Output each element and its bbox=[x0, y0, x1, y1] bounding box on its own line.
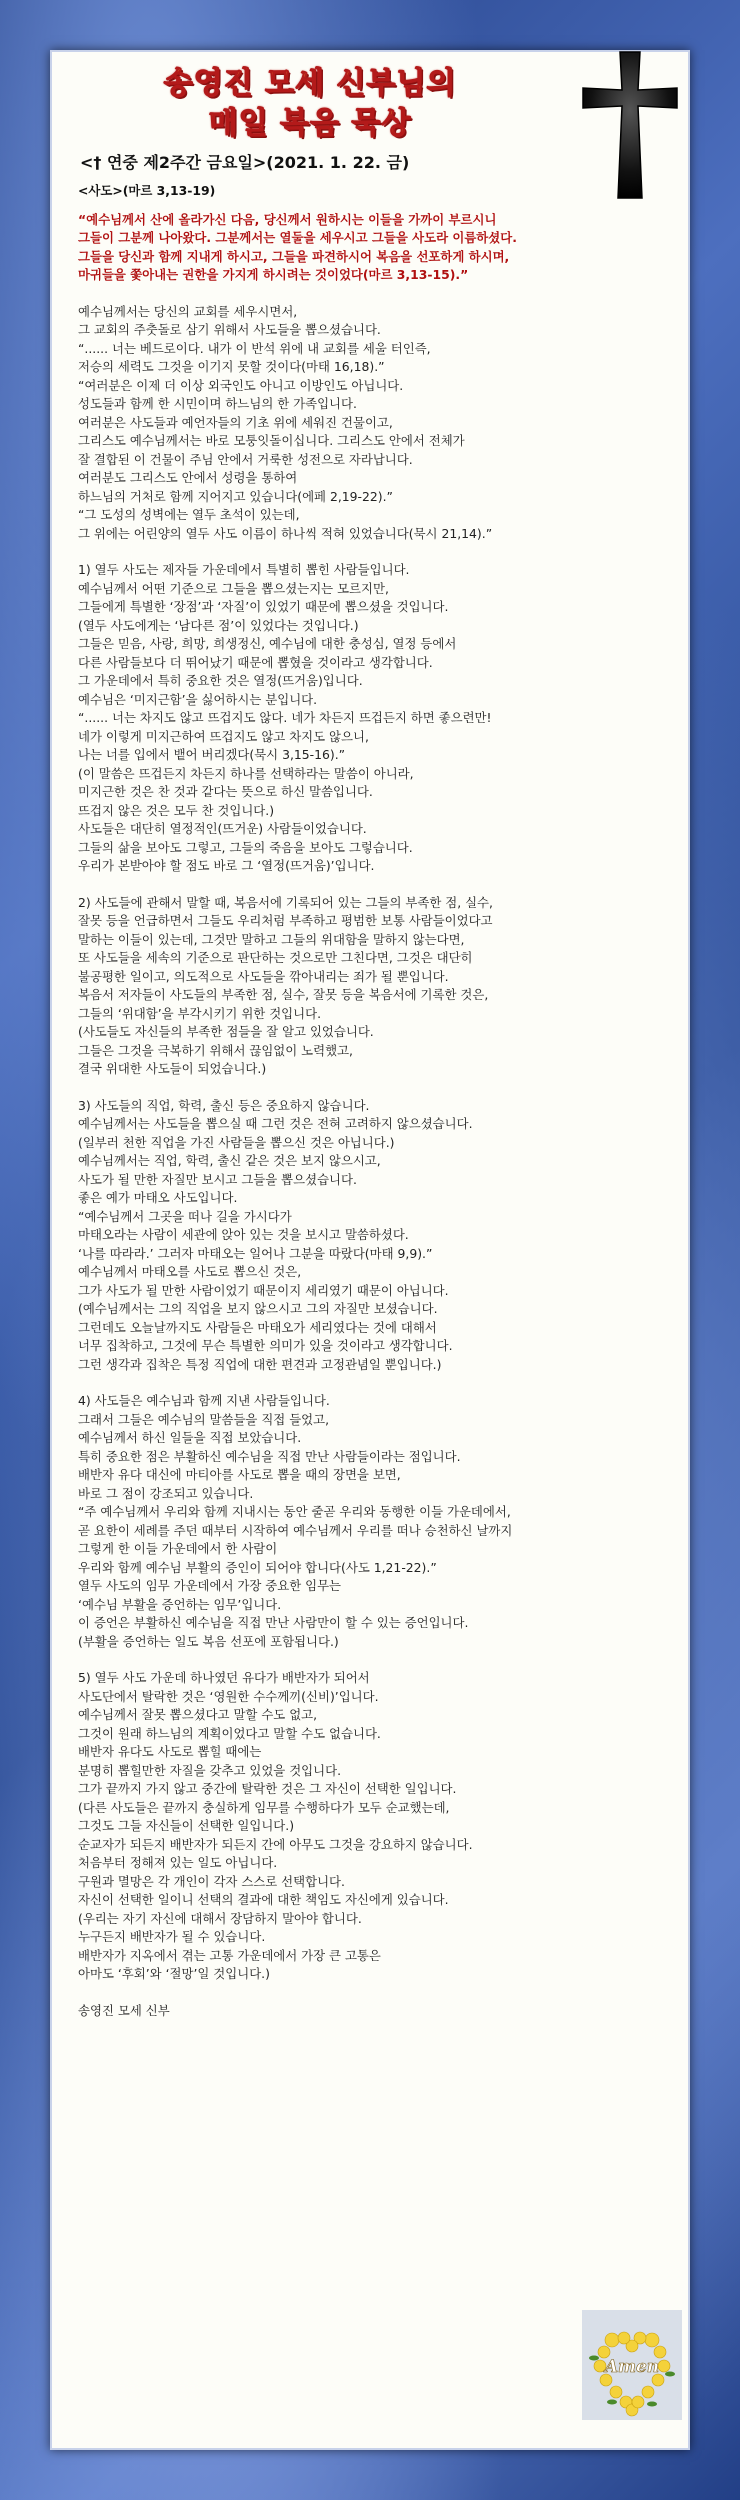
paragraph-5: 5) 열두 사도 가운데 하나였던 유다가 배반자가 되어서 사도단에서 탈락한 것은 ‘영원한 수수께끼(신비)’입니다. 예수님께서 잘못 뽑으셨다고 말할 수도 없고, 그것이 원래 하느님의 계획이었다고 말할 수도 없습니다. 배반자 유다도 사도로 뽑힐 때에는 분명히 뽑힐만한 자질을 갖추고 있었을 것입니다. 그가 끝까지 가지 않고 중간에 탈락한 것은 그 자신이 선택한 일입니다. (다른 사도들은 끝까지 충실하게 임무를 수행하다가 모두 순교했는데, 그것도 그들 자신들이 선택한 일입니다.) 순교자가 되든지 배반자가 되든지 간에 아무도 그것을 강요하지 않습니다. 처음부터 정해져 있는 일도 아닙니다. 구원과 멸망은 각 개인이 각자 스스로 선택합니다. 자신이 선택한 일이니 선택의 결과에 대한 책임도 자신에게 있습니다. (우리는 자기 자신에 대해서 장담하지 말아야 합니다. 누구든지 배반자가 될 수 있습니다. 배반자가 지옥에서 겪는 고통 가운데에서 가장 큰 고통은 아마도 ‘후회’와 ‘절망’일 것입니다.) bbox=[78, 1670, 473, 1981]
title-line-2: 매일 복음 묵상 bbox=[208, 106, 412, 141]
meditation-body bbox=[78, 182, 670, 2038]
paragraph-4: 4) 사도들은 예수님과 함께 지낸 사람들입니다. 그래서 그들은 예수님의 말씀들을 직접 들었고, 예수님께서 하신 일들을 직접 보았습니다. 특히 중요한 점은 부활하신 예수님을 직접 만난 사람들이라는 점입니다. 배반자 유다 대신에 마티아를 사도로 뽑을 때의 장면을 보면, 바로 그 점이 강조되고 있습니다. “주 예수님께서 우리와 함께 지내시는 동안 줄곧 우리와 동행한 이들 가운데에서, 곧 요한이 세례를 주던 때부터 시작하여 예수님께서 우리를 떠나 승천하신 날까지 그렇게 한 이들 가운데에서 한 사람이 우리와 함께 예수님 부활의 증인이 되어야 합니다(사도 1,21-22).” 열두 사도의 임무 가운데에서 가장 중요한 임무는 ‘예수님 부활을 증언하는 임무’입니다. 이 증언은 부활하신 예수님을 직접 만난 사람만이 할 수 있는 증언입니다. (부활을 증언하는 일도 복음 선포에 포함됩니다.) bbox=[78, 1393, 513, 1649]
paragraph-1: 1) 열두 사도는 제자들 가운데에서 특별히 뽑힌 사람들입니다. 예수님께서 어떤 기준으로 그들을 뽑으셨는지는 모르지만, 그들에게 특별한 ‘장점’과 ‘자질’이 있었기 때문에 뽑으셨을 것입니다. (열두 사도에게는 ‘남다른 점’이 있었다는 것입니다.) 그들은 믿음, 사랑, 희망, 희생정신, 예수님에 대한 충성심, 열정 등에서 다른 사람들보다 더 뛰어났기 때문에 뽑혔을 것이라고 생각합니다. 그 가운데에서 특히 중요한 것은 열정(뜨거움)입니다. 예수님은 ‘미지근함’을 싫어하시는 분입니다. “...... 너는 차지도 않고 뜨겁지도 않다. 네가 차든지 뜨겁든지 하면 좋으련만! 네가 이렇게 미지근하여 뜨겁지도 않고 차지도 않으니, 나는 너를 입에서 뱉어 버리겠다(묵시 3,15-16).” (이 말씀은 뜨겁든지 차든지 하나를 선택하라는 말씀이 아니라, 미지근한 것은 찬 것과 같다는 뜻으로 하신 말씀입니다. 뜨겁지 않은 것은 모두 찬 것입니다.) 사도들은 대단히 열정적인(뜨거운) 사람들이었습니다. 그들의 삶을 보아도 그렇고, 그들의 죽음을 보아도 그렇습니다. 우리가 본받아야 할 점도 바로 그 ‘열정(뜨거움)’입니다. bbox=[78, 562, 492, 873]
date-line: <† 연중 제2주간 금요일>(2021. 1. 22. 금) bbox=[80, 153, 410, 172]
page-paper bbox=[50, 50, 690, 2450]
paragraph-3: 3) 사도들의 직업, 학력, 출신 등은 중요하지 않습니다. 예수님께서는 사도들을 뽑으실 때 그런 것은 전혀 고려하지 않으셨습니다. (일부러 천한 직업을 가진 사람들을 뽑으신 것은 아닙니다.) 예수님께서는 직업, 학력, 출신 같은 것은 보지 않으시고, 사도가 될 만한 자질만 보시고 그들을 뽑으셨습니다. 좋은 예가 마태오 사도입니다. “예수님께서 그곳을 떠나 길을 가시다가 마태오라는 사람이 세관에 앉아 있는 것을 보시고 말씀하셨다. ‘나를 따라라.’ 그러자 마태오는 일어나 그분을 따랐다(마태 9,9).” 예수님께서 마태오를 사도로 뽑으신 것은, 그가 사도가 될 만한 사람이었기 때문이지 세리였기 때문이 아닙니다. (예수님께서는 그의 직업을 보지 않으시고 그의 자질만 보셨습니다. 그런데도 오늘날까지도 사람들은 마태오가 세리였다는 것에 대해서 너무 집착하고, 그것에 무슨 특별한 의미가 있을 것이라고 생각합니다. 그런 생각과 집착은 특정 직업에 대한 편견과 고정관념일 뿐입니다.) bbox=[78, 1097, 473, 1372]
scripture-quote: “예수님께서 산에 올라가신 다음, 당신께서 원하시는 이들을 가까이 부르시니 그들이 그분께 나아왔다. 그분께서는 열둘을 세우시고 그들을 사도라 이름하셨다. 그들을 당신과 함께 지내게 하시고, 그들을 파견하시어 복음을 선포하게 하시며, 마귀들을 쫓아내는 권한을 가지게 하시려는 것이었다(마르 3,13-15).” bbox=[78, 211, 517, 282]
title-line-1: 송영진 모세 신부님의 bbox=[163, 66, 457, 101]
amen-text: Amen bbox=[604, 2357, 660, 2377]
gospel-reference: <사도>(마르 3,13-19) bbox=[78, 183, 216, 198]
paragraph-2: 2) 사도들에 관해서 말할 때, 복음서에 기록되어 있는 그들의 부족한 점, 실수, 잘못 등을 언급하면서 그들도 우리처럼 부족하고 평범한 보통 사람들이었다고 말하는 이들이 있는데, 그것만 말하고 그들의 위대함을 말하지 않는다면, 또 사도들을 세속의 기준으로 판단하는 것으로만 그친다면, 그것은 대단히 불공평한 일이고, 의도적으로 사도들을 깎아내리는 죄가 될 뿐입니다. 복음서 저자들이 사도들의 부족한 점, 실수, 잘못 등을 복음서에 기록한 것은, 그들의 ‘위대함’을 부각시키기 위한 것입니다. (사도들도 자신들의 부족한 점들을 잘 알고 있었습니다. 그들은 그것을 극복하기 위해서 끊임없이 노력했고, 결국 위대한 사도들이 되었습니다.) bbox=[78, 894, 493, 1076]
amen-flower-heart-image bbox=[582, 2310, 682, 2420]
cross-icon bbox=[580, 50, 680, 200]
paragraph-intro: 예수님께서는 당신의 교회를 세우시면서, 그 교회의 주춧돌로 삼기 위해서 사도들을 뽑으셨습니다. “...... 너는 베드로이다. 내가 이 반석 위에 내 교회를 세울 터인즉, 저승의 세력도 그것을 이기지 못할 것이다(마태 16,18).” “여러분은 이제 더 이상 외국인도 아니고 이방인도 아닙니다. 성도들과 함께 한 시민이며 하느님의 한 가족입니다. 여러분은 사도들과 예언자들의 기초 위에 세워진 건물이고, 그리스도 예수님께서는 바로 모퉁잇돌이십니다. 그리스도 안에서 전체가 잘 결합된 이 건물이 주님 안에서 거룩한 성전으로 자라납니다. 여러분도 그리스도 안에서 성령을 통하여 하느님의 거처로 함께 지어지고 있습니다(에페 2,19-22).” “그 도성의 성벽에는 열두 초석이 있는데, 그 위에는 어린양의 열두 사도 이름이 하나씩 적혀 있었습니다(묵시 21,14).” bbox=[78, 303, 493, 541]
page-title bbox=[90, 64, 530, 144]
signature: 송영진 모세 신부 bbox=[78, 2002, 170, 2018]
